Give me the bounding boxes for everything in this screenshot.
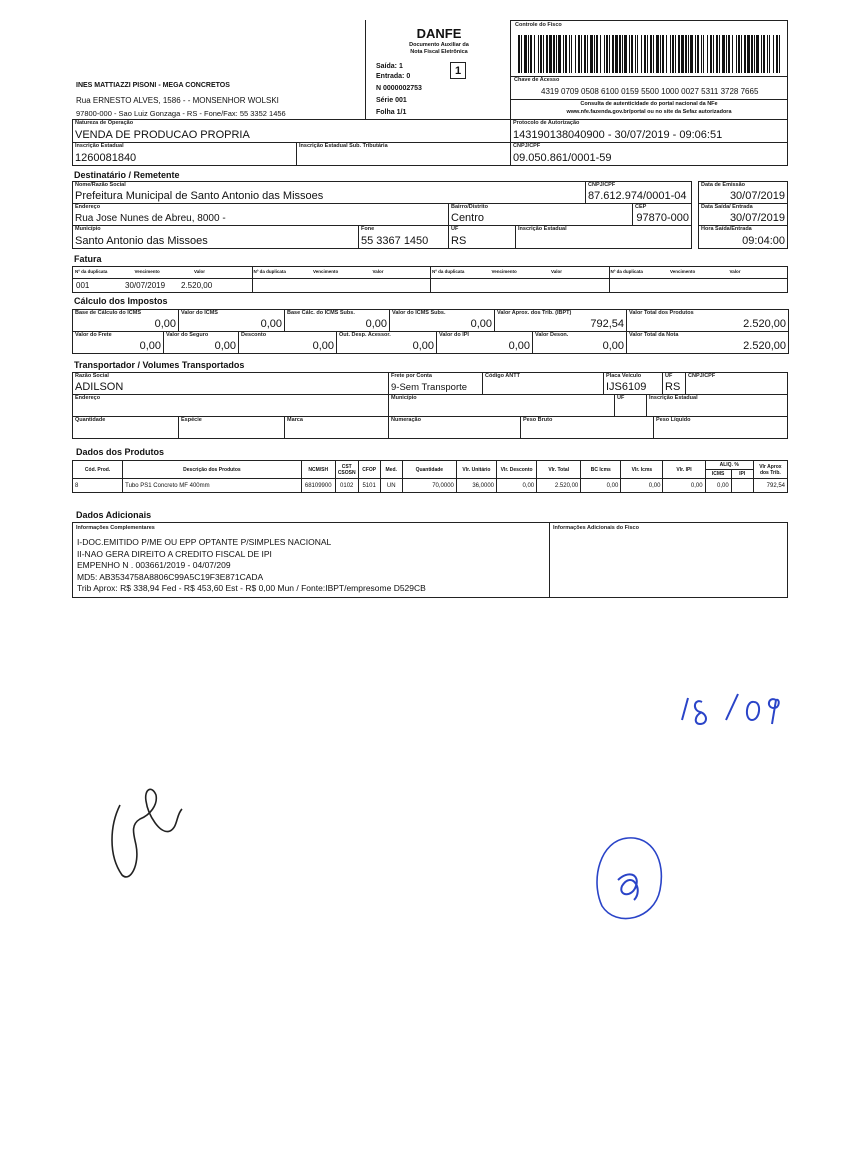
transp-ie-cell bbox=[646, 394, 788, 417]
transp-uf-cell bbox=[662, 372, 686, 395]
compl-line: EMPENHO N . 003661/2019 - 04/07/209 bbox=[77, 560, 231, 570]
transp-qtd-label: Quantidade bbox=[75, 417, 106, 423]
fatura-header-cell: Nº da duplicata bbox=[432, 269, 465, 274]
table-cell: 70,0000 bbox=[402, 479, 456, 493]
imposto-value: 2.520,00 bbox=[743, 318, 786, 330]
fatura-header-cell: Vencimento bbox=[313, 269, 339, 274]
danfe-sub1: Documento Auxiliar da bbox=[409, 42, 469, 48]
dest-mun-label: Município bbox=[75, 226, 101, 232]
fatura-box bbox=[72, 266, 788, 293]
fatura-section: Fatura bbox=[74, 254, 102, 264]
dest-cep: 97870-000 bbox=[636, 212, 689, 224]
imposto-cell bbox=[626, 331, 789, 354]
imposto-cell bbox=[336, 331, 437, 354]
imposto-label: Valor Aprox. dos Trib. (IBPT) bbox=[497, 310, 572, 316]
protocolo-label: Protocolo de Autorização bbox=[513, 120, 580, 126]
table-cell: 0,00 bbox=[621, 479, 663, 493]
fatura-header-cell: Valor bbox=[372, 269, 384, 274]
fatura-valor: 2.520,00 bbox=[181, 281, 213, 290]
transp-frete: 9-Sem Transporte bbox=[391, 382, 468, 393]
dest-fone-label: Fone bbox=[361, 226, 375, 232]
table-cell: 2.520,00 bbox=[537, 479, 581, 493]
transp-razao-cell bbox=[72, 372, 389, 395]
imposto-cell bbox=[284, 309, 390, 332]
imposto-value: 0,00 bbox=[412, 340, 434, 352]
col-icms: Vlr. Icms bbox=[621, 461, 663, 479]
imposto-value: 0,00 bbox=[214, 340, 236, 352]
transp-qtd-cell bbox=[72, 416, 179, 439]
col-aliq-ipi: IPI bbox=[731, 470, 753, 479]
fatura-header-cell: Vencimento bbox=[134, 269, 160, 274]
emitente-box bbox=[72, 20, 366, 120]
dest-uf: RS bbox=[451, 235, 467, 247]
emitente-cidade: 97800-000 - Sao Luiz Gonzaga - RS - Fone/Fax: 55 3352 1456 bbox=[76, 109, 286, 118]
dest-cnpj-label: CNPJ/CPF bbox=[588, 182, 616, 188]
fatura-header-cell: Valor bbox=[729, 269, 741, 274]
imposto-label: Base Cálc. do ICMS Subs. bbox=[287, 310, 355, 316]
dest-saida-cell bbox=[698, 203, 788, 226]
fatura-header-cell: Valor bbox=[194, 269, 206, 274]
dest-uf-cell bbox=[448, 225, 516, 249]
transp-uf2-label: UF bbox=[617, 395, 625, 401]
danfe-saida: Saída: 1 bbox=[376, 63, 403, 70]
dest-nome: Prefeitura Municipal de Santo Antonio das Missoes bbox=[75, 190, 324, 202]
dest-nome-cell bbox=[72, 181, 586, 204]
ie-cell bbox=[72, 142, 297, 166]
transp-placa-label: Placa Veículo bbox=[606, 373, 642, 379]
danfe-folha: Folha 1/1 bbox=[376, 109, 407, 116]
dest-hora: 09:04:00 bbox=[742, 235, 785, 247]
compl-lines bbox=[77, 537, 426, 595]
emitente-endereco: Rua ERNESTO ALVES, 1586 - - MONSENHOR WOLSKI bbox=[76, 96, 279, 105]
fatura-venc: 30/07/2019 bbox=[125, 281, 166, 290]
adicionais-section: Dados Adicionais bbox=[76, 510, 152, 520]
compl-line: I-DOC.EMITIDO P/ME OU EPP OPTANTE P/SIMPLES NACIONAL bbox=[77, 537, 332, 547]
ie-value: 1260081840 bbox=[75, 152, 137, 164]
imposto-label: Valor do IPI bbox=[439, 332, 469, 338]
transp-esp-label: Espécie bbox=[181, 417, 202, 423]
dest-hora-label: Hora Saída/Entrada bbox=[701, 226, 752, 232]
compl-label: Informações Complementares bbox=[76, 525, 155, 531]
transp-frete-cell bbox=[388, 372, 483, 395]
danfe-serie: Série 001 bbox=[376, 97, 407, 104]
imposto-cell bbox=[389, 309, 495, 332]
dest-saida-label: Data Saída/ Entrada bbox=[701, 204, 753, 210]
danfe-numero: N 0000002753 bbox=[376, 85, 422, 92]
transp-razao: ADILSON bbox=[75, 381, 124, 393]
table-cell: 792,54 bbox=[753, 479, 787, 493]
transp-uf2-cell bbox=[614, 394, 647, 417]
controle-box bbox=[510, 20, 788, 120]
compl-line: II-NAO GERA DIREITO A CREDITO FISCAL DE IPI bbox=[77, 548, 272, 559]
imposto-cell bbox=[436, 331, 533, 354]
imposto-value: 0,00 bbox=[154, 318, 176, 330]
col-ncm: NCM/SH bbox=[301, 461, 335, 479]
transp-mun-cell bbox=[388, 394, 615, 417]
natureza-cell bbox=[72, 119, 511, 143]
dest-nome-label: Nome/Razão Social bbox=[75, 182, 126, 188]
dest-emissao: 30/07/2019 bbox=[729, 190, 785, 202]
col-med: Med. bbox=[380, 461, 402, 479]
imposto-label: Valor do Seguro bbox=[166, 332, 209, 338]
dest-uf-label: UF bbox=[451, 226, 459, 232]
destinatario-section: Destinatário / Remetente bbox=[74, 170, 180, 180]
transp-uf-label: UF bbox=[665, 373, 673, 379]
handwritten-circle-mark bbox=[588, 830, 668, 930]
cnpj-emit-cell bbox=[510, 142, 788, 166]
imposto-cell bbox=[532, 331, 627, 354]
dest-cnpj: 87.612.974/0001-04 bbox=[588, 190, 687, 202]
impostos-section: Cálculo dos Impostos bbox=[74, 296, 168, 306]
chave-acesso: 4319 0709 0508 6100 0159 5500 1000 0027 5311 3728 7665 bbox=[541, 87, 759, 96]
transp-pb-label: Peso Bruto bbox=[523, 417, 553, 423]
imposto-value: 0,00 bbox=[602, 340, 624, 352]
transp-marca-label: Marca bbox=[287, 417, 303, 423]
transp-pl-label: Peso Líquido bbox=[656, 417, 691, 423]
table-cell: 0,00 bbox=[663, 479, 705, 493]
imposto-label: Valor do ICMS bbox=[181, 310, 218, 316]
compl-line: MD5: AB3534758A8806C99A5C19F3E871CADA bbox=[77, 571, 264, 582]
dest-fone-cell bbox=[358, 225, 449, 249]
col-bc: BC Icms bbox=[581, 461, 621, 479]
dest-ie-label: Inscrição Estadual bbox=[518, 226, 567, 232]
dest-bairro-label: Bairro/Distrito bbox=[451, 204, 488, 210]
consulta-line2: www.nfe.fazenda.gov.br/portal ou no site da Sefaz autorizadora bbox=[566, 109, 732, 115]
imposto-label: Valor Deson. bbox=[535, 332, 569, 338]
col-total: Vlr. Total bbox=[537, 461, 581, 479]
transp-mun-label: Município bbox=[391, 395, 417, 401]
handwritten-signature bbox=[100, 775, 200, 895]
dest-hora-cell bbox=[698, 225, 788, 249]
table-cell: 0102 bbox=[335, 479, 358, 493]
col-cfop: CFOP bbox=[358, 461, 380, 479]
controle-label: Controle do Fisco bbox=[515, 22, 562, 28]
imposto-label: Valor do Frete bbox=[75, 332, 112, 338]
imposto-value: 0,00 bbox=[470, 318, 492, 330]
ie-st-cell bbox=[296, 142, 511, 166]
imposto-cell bbox=[238, 331, 337, 354]
barcode bbox=[516, 35, 784, 73]
fatura-header-cell: Vencimento bbox=[670, 269, 696, 274]
transp-num-cell bbox=[388, 416, 521, 439]
chave-label: Chave de Acesso bbox=[514, 77, 560, 83]
dest-ie-cell bbox=[515, 225, 692, 249]
fatura-header-cell: Nº da duplicata bbox=[75, 269, 108, 274]
table-cell: 0,00 bbox=[705, 479, 731, 493]
transp-pb-cell bbox=[520, 416, 654, 439]
imposto-cell bbox=[72, 331, 164, 354]
transp-uf: RS bbox=[665, 381, 681, 393]
danfe-title: DANFE bbox=[416, 26, 462, 41]
imposto-value: 0,00 bbox=[312, 340, 334, 352]
table-cell: 36,0000 bbox=[456, 479, 496, 493]
table-cell: UN bbox=[380, 479, 402, 493]
col-desconto: Vlr. Desconto bbox=[497, 461, 537, 479]
dest-end-label: Endereço bbox=[75, 204, 101, 210]
transp-cnpj-cell bbox=[685, 372, 788, 395]
protocolo-cell bbox=[510, 119, 788, 143]
cnpj-emit-value: 09.050.861/0001-59 bbox=[513, 152, 612, 164]
transportador-section: Transportador / Volumes Transportados bbox=[74, 360, 245, 370]
dest-cep-label: CEP bbox=[635, 204, 647, 210]
transp-placa: IJS6109 bbox=[606, 381, 647, 393]
table-cell: 5101 bbox=[358, 479, 380, 493]
table-row bbox=[73, 479, 788, 493]
dest-emissao-cell bbox=[698, 181, 788, 204]
produtos-section: Dados dos Produtos bbox=[76, 447, 165, 457]
imposto-cell bbox=[163, 331, 239, 354]
danfe-entrada: Entrada: 0 bbox=[376, 73, 411, 80]
imposto-value: 0,00 bbox=[365, 318, 387, 330]
transp-antt-cell bbox=[482, 372, 604, 395]
natureza-value: VENDA DE PRODUCAO PROPRIA bbox=[75, 129, 250, 141]
dest-endereco-cell bbox=[72, 203, 449, 226]
danfe-box bbox=[365, 20, 511, 120]
danfe-sub2: Nota Fiscal Eletrônica bbox=[410, 49, 468, 55]
adicionais-box bbox=[72, 522, 788, 598]
table-cell: Tubo PS1 Concreto MF 400mm bbox=[123, 479, 302, 493]
dest-municipio: Santo Antonio das Missoes bbox=[75, 235, 208, 247]
col-aliq-icms: ICMS bbox=[705, 470, 731, 479]
col-cod: Cód. Prod. bbox=[73, 461, 123, 479]
imposto-value: 792,54 bbox=[590, 318, 624, 330]
dest-bairro-cell bbox=[448, 203, 633, 226]
dest-municipio-cell bbox=[72, 225, 359, 249]
imposto-value: 0,00 bbox=[508, 340, 530, 352]
col-unit: Vlr. Unitário bbox=[456, 461, 496, 479]
imposto-label: Valor Total dos Produtos bbox=[629, 310, 694, 316]
imposto-label: Out. Desp. Acessor. bbox=[339, 332, 391, 338]
emitente-nome: INES MATTIAZZI PISONI - MEGA CONCRETOS bbox=[76, 82, 230, 89]
imposto-value: 0,00 bbox=[139, 340, 161, 352]
col-qtd: Quantidade bbox=[402, 461, 456, 479]
imposto-label: Valor Total da Nota bbox=[629, 332, 679, 338]
table-cell: 0,00 bbox=[581, 479, 621, 493]
dest-emissao-label: Data de Emissão bbox=[701, 182, 746, 188]
transp-end-label: Endereço bbox=[75, 395, 101, 401]
ie-st-label: Inscrição Estadual Sub. Tributária bbox=[299, 143, 388, 149]
fatura-header-cell: Vencimento bbox=[491, 269, 517, 274]
col-aprox: Vlr Aprox dos Trib. bbox=[753, 461, 787, 479]
transp-razao-label: Razão Social bbox=[75, 373, 109, 379]
transp-antt-label: Código ANTT bbox=[485, 373, 520, 379]
col-cst: CST CSOSN bbox=[335, 461, 358, 479]
table-cell: 8 bbox=[73, 479, 123, 493]
transp-frete-label: Frete por Conta bbox=[391, 373, 432, 379]
table-cell: 0,00 bbox=[497, 479, 537, 493]
imposto-label: Base de Cálculo do ICMS bbox=[75, 310, 142, 316]
dest-endereco: Rua Jose Nunes de Abreu, 8000 - bbox=[75, 213, 226, 224]
imposto-label: Valor do ICMS Subs. bbox=[392, 310, 446, 316]
cnpj-emit-label: CNPJ/CPF bbox=[513, 143, 541, 149]
imposto-label: Desconto bbox=[241, 332, 267, 338]
dest-fone: 55 3367 1450 bbox=[361, 235, 429, 247]
fatura-header-cell: Valor bbox=[551, 269, 563, 274]
protocolo-value: 143190138040900 - 30/07/2019 - 09:06:51 bbox=[513, 129, 723, 141]
fatura-header-cell: Nº da duplicata bbox=[253, 269, 286, 274]
imposto-cell bbox=[494, 309, 627, 332]
dest-cep-cell bbox=[632, 203, 692, 226]
fatura-header-row bbox=[73, 267, 787, 279]
produtos-table bbox=[72, 460, 788, 493]
dest-cnpj-cell bbox=[585, 181, 692, 204]
fisco-label: Informações Adicionais do Fisco bbox=[553, 525, 639, 531]
transp-pl-cell bbox=[653, 416, 788, 439]
consulta-line1: Consulta de autenticidade do portal nacional da NFe bbox=[580, 101, 718, 107]
transp-esp-cell bbox=[178, 416, 285, 439]
col-desc: Descrição dos Produtos bbox=[123, 461, 302, 479]
danfe-tipo: 1 bbox=[450, 62, 466, 79]
fatura-dup: 001 bbox=[76, 281, 90, 290]
imposto-value: 2.520,00 bbox=[743, 340, 786, 352]
transp-num-label: Numeração bbox=[391, 417, 421, 423]
handwritten-date-mark bbox=[668, 680, 798, 740]
compl-line: Trib Aprox: R$ 338,94 Fed - R$ 453,60 Est - R$ 0,00 Mun / Fonte:IBPT/empresome D529CB bbox=[77, 583, 426, 593]
transp-ie-label: Inscrição Estadual bbox=[649, 395, 698, 401]
dest-saida: 30/07/2019 bbox=[729, 212, 785, 224]
natureza-label: Natureza de Operação bbox=[75, 120, 134, 126]
imposto-cell bbox=[72, 309, 179, 332]
dest-bairro: Centro bbox=[451, 212, 485, 224]
imposto-cell bbox=[178, 309, 285, 332]
fatura-header-cell: Nº da duplicata bbox=[610, 269, 643, 274]
col-ipi: Vlr. IPI bbox=[663, 461, 705, 479]
imposto-cell bbox=[626, 309, 789, 332]
transp-placa-cell bbox=[603, 372, 663, 395]
table-cell bbox=[731, 479, 753, 493]
ie-label: Inscrição Estadual bbox=[75, 143, 124, 149]
transp-cnpj-label: CNPJ/CPF bbox=[688, 373, 716, 379]
imposto-value: 0,00 bbox=[260, 318, 282, 330]
transp-end-cell bbox=[72, 394, 389, 417]
table-cell: 68109900 bbox=[301, 479, 335, 493]
col-aliq: ALIQ. % bbox=[705, 461, 753, 470]
transp-marca-cell bbox=[284, 416, 389, 439]
